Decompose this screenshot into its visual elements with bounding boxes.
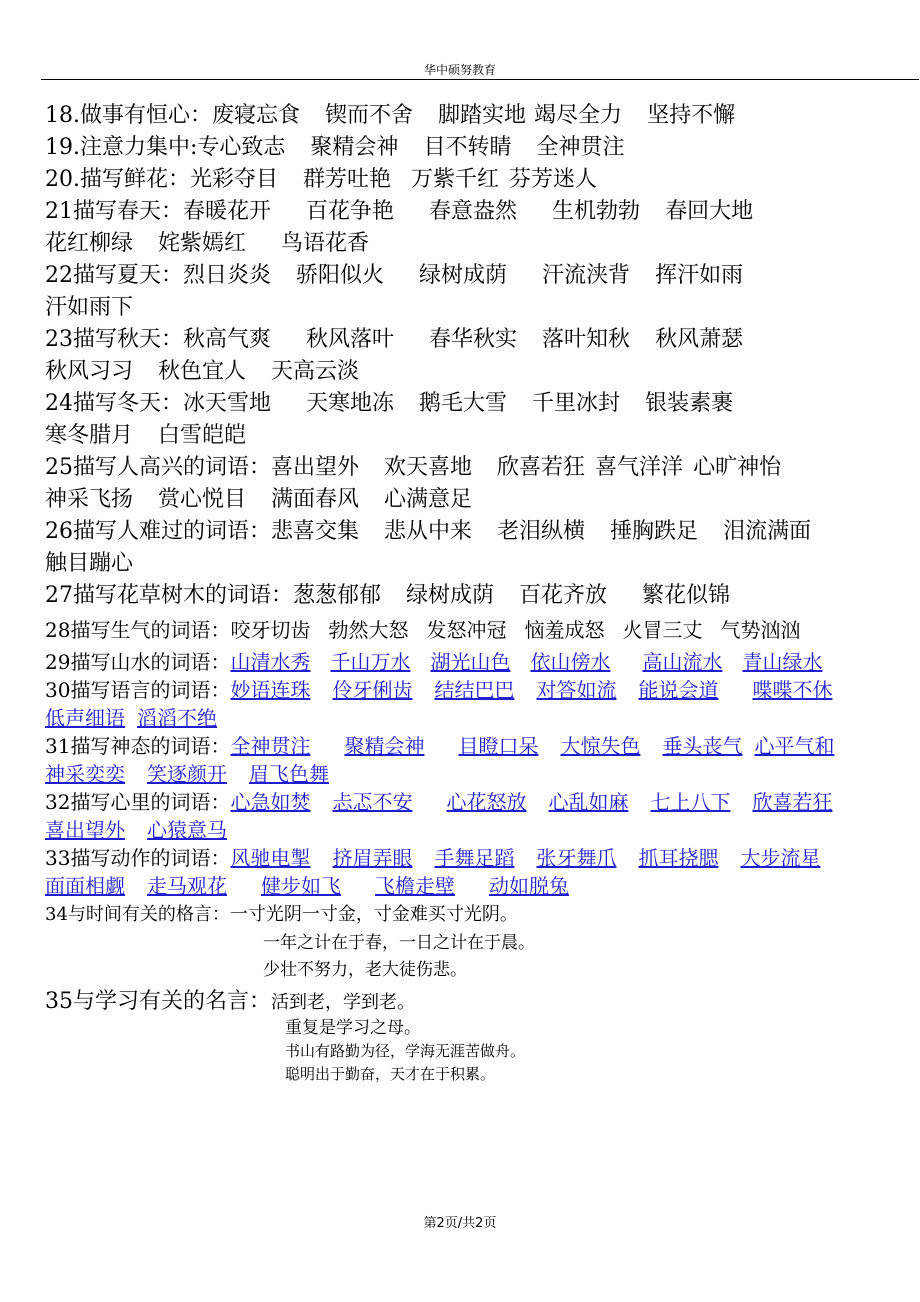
idiom: 勃然大怒: [328, 618, 409, 642]
idiom-link[interactable]: 心猿意马: [147, 818, 227, 842]
idiom: 捶胸跌足: [610, 519, 699, 544]
idiom: 锲而不舍: [325, 103, 414, 128]
line-24: [45, 386, 733, 417]
idiom: 群芳吐艳: [303, 167, 392, 192]
idiom: 繁花似锦: [642, 583, 731, 608]
idiom-link[interactable]: 全神贯注: [230, 734, 311, 758]
idiom: 生机勃勃: [552, 199, 641, 224]
idiom-link[interactable]: 千山万水: [330, 650, 411, 674]
idiom-link[interactable]: 神采奕奕: [45, 762, 125, 786]
idiom-link[interactable]: 目瞪口呆: [458, 734, 539, 758]
idiom-link[interactable]: 健步如飞: [261, 874, 341, 898]
line-label: 32描写心里的词语：: [45, 790, 231, 814]
idiom-link[interactable]: 风驰电掣: [230, 846, 311, 870]
line-19: [45, 130, 624, 161]
idiom: 汗流浃背: [542, 263, 631, 288]
idiom: 烈日炎炎: [183, 263, 272, 288]
idiom: 春暖花开: [183, 199, 272, 224]
line-33-cont: [45, 870, 569, 899]
page-footer: 第2页/共2页: [423, 1216, 497, 1231]
idiom: 冰天雪地: [183, 391, 272, 416]
idiom-link[interactable]: 张牙舞爪: [536, 846, 617, 870]
idiom-link[interactable]: 对答如流: [536, 678, 617, 702]
line-label: 24描写冬天：: [45, 391, 183, 416]
line-22-cont: [45, 290, 133, 321]
idiom: 欣喜若狂: [497, 455, 586, 480]
line-label: 29描写山水的词语：: [45, 650, 231, 674]
idiom: 老泪纵横: [497, 519, 586, 544]
idiom-link[interactable]: 大步流星: [740, 846, 821, 870]
idiom: 秋高气爽: [183, 327, 272, 352]
idiom-link[interactable]: 动如脱兔: [489, 874, 569, 898]
idiom-link[interactable]: 高山流水: [642, 650, 723, 674]
idiom-link[interactable]: 面面相觑: [45, 874, 125, 898]
line-32-cont: [45, 814, 227, 843]
idiom: 姹紫嫣红: [158, 231, 247, 256]
line-29: [45, 646, 822, 675]
idiom-link[interactable]: 欣喜若狂: [752, 790, 833, 814]
line-label: 28描写生气的词语：: [45, 618, 231, 642]
idiom: 天寒地冻: [306, 391, 395, 416]
line-21: [45, 194, 753, 225]
line-32: [45, 786, 832, 815]
line-18: [45, 98, 735, 129]
line-21-cont: [45, 226, 369, 257]
idiom-link[interactable]: 挤眉弄眼: [332, 846, 413, 870]
idiom: 秋色宜人: [158, 359, 247, 384]
idiom: 银装素裹: [645, 391, 734, 416]
idiom-link[interactable]: 眉飞色舞: [249, 762, 329, 786]
idiom: 发怒冲冠: [426, 618, 507, 642]
idiom: 心满意足: [384, 487, 473, 512]
idiom-link[interactable]: 湖光山色: [430, 650, 511, 674]
idiom: 全神贯注: [536, 135, 625, 160]
line-label: 33描写动作的词语：: [45, 846, 231, 870]
quote-line: 重复是学习之母。: [285, 1018, 421, 1038]
idiom-link[interactable]: 心花怒放: [446, 790, 527, 814]
idiom: 花红柳绿: [45, 231, 134, 256]
line-20: [45, 162, 597, 193]
line-label: 31描写神态的词语：: [45, 734, 231, 758]
header-divider: [41, 79, 919, 80]
idiom-link[interactable]: 滔滔不绝: [137, 706, 217, 730]
idiom-link[interactable]: 聚精会神: [344, 734, 425, 758]
idiom-link[interactable]: 笑逐颜开: [147, 762, 227, 786]
idiom: 千里冰封: [532, 391, 621, 416]
quote-line: 书山有路勤为径，学海无涯苦做舟。: [285, 1042, 526, 1060]
line-label: 21描写春天：: [45, 199, 183, 224]
quote-line: 少壮不努力，老大徒伤悲。: [263, 960, 467, 980]
quote: 一寸光阴一寸金，寸金难买寸光阴。: [229, 904, 518, 925]
idiom: 寒冬腊月: [45, 423, 134, 448]
idiom-link[interactable]: 结结巴巴: [434, 678, 515, 702]
idiom-link[interactable]: 飞檐走壁: [375, 874, 455, 898]
idiom: 鹅毛大雪: [419, 391, 508, 416]
idiom: 喜出望外: [271, 455, 360, 480]
quote-line: 一年之计在于春，一日之计在于晨。: [263, 933, 535, 953]
line-25: [45, 450, 781, 481]
quote: 活到老，学到老。: [271, 992, 415, 1013]
idiom: 欢天喜地: [384, 455, 473, 480]
idiom-link[interactable]: 七上八下: [650, 790, 731, 814]
line-33: [45, 842, 820, 871]
idiom: 秋风萧瑟: [655, 327, 744, 352]
quote-line: 聪明出于勤奋，天才在于积累。: [285, 1065, 496, 1083]
line-24-cont: [45, 418, 246, 449]
idiom-link[interactable]: 手舞足蹈: [434, 846, 515, 870]
idiom: 目不转睛: [423, 135, 512, 160]
line-label: 35与学习有关的名言：: [45, 989, 271, 1014]
line-26: [45, 514, 811, 545]
idiom: 挥汗如雨: [655, 263, 744, 288]
idiom: 心旷神怡: [693, 455, 782, 480]
idiom: 骄阳似火: [296, 263, 385, 288]
idiom: 聚精会神: [310, 135, 399, 160]
idiom-link[interactable]: 喋喋不休: [752, 678, 833, 702]
line-30: [45, 674, 832, 703]
idiom-link[interactable]: 山清水秀: [230, 650, 311, 674]
idiom-link[interactable]: 青山绿水: [742, 650, 823, 674]
idiom: 秋风习习: [45, 359, 134, 384]
line-label: 25描写人高兴的词语：: [45, 455, 271, 480]
page-header: 华中硕努教育: [423, 63, 496, 77]
idiom: 春回大地: [665, 199, 754, 224]
idiom: 废寝忘食: [212, 103, 301, 128]
idiom: 百花齐放: [519, 583, 608, 608]
idiom-link[interactable]: 大惊失色: [560, 734, 641, 758]
idiom: 咬牙切齿: [230, 618, 311, 642]
idiom-link[interactable]: 心平气和: [754, 734, 835, 758]
line-25-cont: [45, 482, 472, 513]
idiom-link[interactable]: 忐忑不安: [332, 790, 413, 814]
line-26-cont: [45, 546, 133, 577]
idiom: 绿树成荫: [406, 583, 495, 608]
idiom-link[interactable]: 心急如焚: [230, 790, 311, 814]
idiom: 气势汹汹: [720, 618, 801, 642]
line-label: 23描写秋天：: [45, 327, 183, 352]
idiom: 天高云淡: [271, 359, 360, 384]
idiom: 神采飞扬: [45, 487, 134, 512]
line-label: 27描写花草树木的词语：: [45, 583, 293, 608]
line-label: 26描写人难过的词语：: [45, 519, 271, 544]
line-label: 34与时间有关的格言：: [45, 904, 230, 925]
idiom: 泪流满面: [723, 519, 812, 544]
idiom: 秋风落叶: [306, 327, 395, 352]
line-label: 30描写语言的词语：: [45, 678, 231, 702]
idiom: 悲喜交集: [271, 519, 360, 544]
line-22: [45, 258, 743, 289]
line-30-cont: [45, 702, 217, 731]
idiom: 百花争艳: [306, 199, 395, 224]
idiom-link[interactable]: 抓耳挠腮: [638, 846, 719, 870]
idiom: 脚踏实地: [438, 103, 527, 128]
line-34: [45, 900, 518, 926]
idiom-link[interactable]: 喜出望外: [45, 818, 125, 842]
idiom: 芬芳迷人: [509, 167, 598, 192]
line-label: 19.注意力集中:: [45, 135, 198, 160]
idiom: 坚持不懈: [647, 103, 736, 128]
idiom: 万紫千红: [411, 167, 500, 192]
idiom-link[interactable]: 心乱如麻: [548, 790, 629, 814]
line-31: [45, 730, 834, 759]
idiom: 落叶知秋: [542, 327, 631, 352]
line-label: 18.做事有恒心：: [45, 103, 212, 128]
idiom: 赏心悦目: [158, 487, 247, 512]
idiom: 悲从中来: [384, 519, 473, 544]
idiom: 恼羞成怒: [524, 618, 605, 642]
idiom: 满面春风: [271, 487, 360, 512]
idiom: 绿树成荫: [419, 263, 508, 288]
idiom-link[interactable]: 低声细语: [45, 706, 125, 730]
idiom-link[interactable]: 依山傍水: [530, 650, 611, 674]
idiom: 葱葱郁郁: [293, 583, 382, 608]
idiom-link[interactable]: 走马观花: [147, 874, 227, 898]
idiom: 汗如雨下: [45, 295, 134, 320]
line-23-cont: [45, 354, 359, 385]
idiom: 春华秋实: [429, 327, 518, 352]
line-35: [45, 984, 415, 1015]
idiom-link[interactable]: 妙语连珠: [230, 678, 311, 702]
idiom-link[interactable]: 伶牙俐齿: [332, 678, 413, 702]
idiom: 专心致志: [197, 135, 286, 160]
idiom: 触目蹦心: [45, 551, 134, 576]
idiom: 喜气洋洋: [595, 455, 684, 480]
idiom-link[interactable]: 能说会道: [638, 678, 719, 702]
idiom: 白雪皑皑: [158, 423, 247, 448]
line-23: [45, 322, 743, 353]
idiom: 鸟语花香: [281, 231, 370, 256]
line-label: 22描写夏天：: [45, 263, 183, 288]
idiom-link[interactable]: 垂头丧气: [662, 734, 743, 758]
idiom: 春意盎然: [429, 199, 518, 224]
line-label: 20.描写鲜花：: [45, 167, 190, 192]
line-31-cont: [45, 758, 329, 787]
idiom: 竭尽全力: [534, 103, 623, 128]
idiom: 火冒三丈: [622, 618, 703, 642]
idiom: 光彩夺目: [190, 167, 279, 192]
line-28: [45, 614, 800, 643]
line-27: [45, 578, 730, 609]
